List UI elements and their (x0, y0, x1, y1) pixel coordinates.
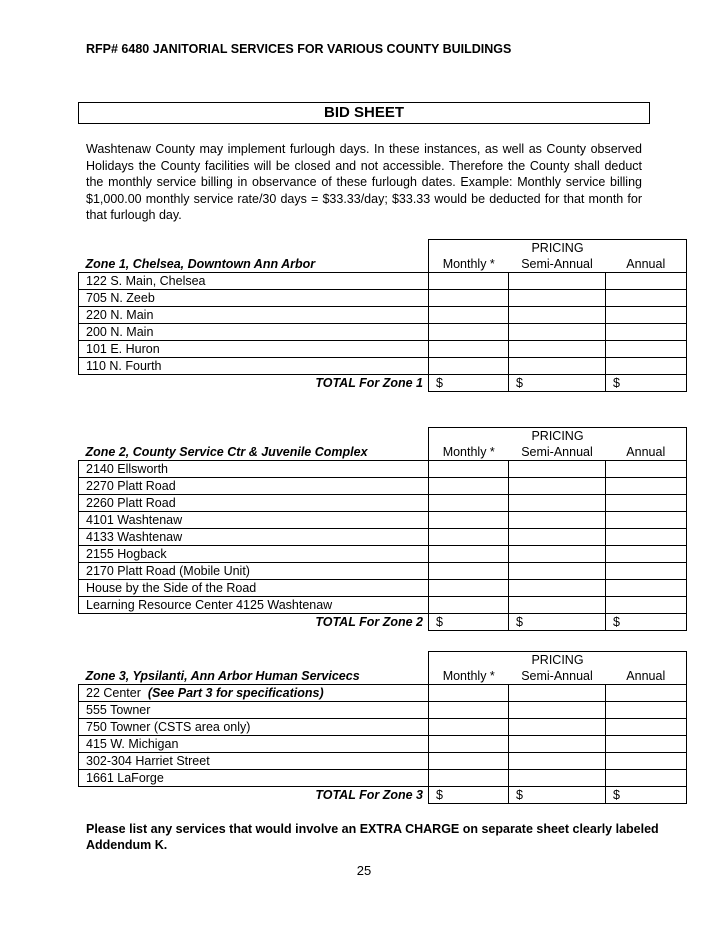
monthly-price-cell[interactable] (429, 597, 509, 614)
pricing-heading: PRICING (429, 652, 687, 669)
zone-3-total-annual[interactable]: $ (606, 787, 687, 804)
monthly-price-cell[interactable] (429, 512, 509, 529)
location-cell: 122 S. Main, Chelsea (79, 273, 429, 290)
zone-2-total-label: TOTAL For Zone 2 (315, 615, 423, 630)
annual-price-cell[interactable] (606, 461, 687, 478)
pricing-heading: PRICING (429, 428, 687, 445)
semi-annual-price-cell[interactable] (509, 341, 606, 358)
annual-price-cell[interactable] (606, 512, 687, 529)
monthly-price-cell[interactable] (429, 546, 509, 563)
annual-price-cell[interactable] (606, 324, 687, 341)
table-row (79, 580, 687, 597)
annual-price-cell[interactable] (606, 753, 687, 770)
page-number: 25 (356, 863, 372, 878)
table-row (79, 461, 687, 478)
zone-1-rows (79, 273, 687, 375)
annual-price-cell[interactable] (606, 273, 687, 290)
location-cell: Learning Resource Center 4125 Washtenaw (79, 597, 429, 614)
table-row (79, 753, 687, 770)
zone-2-table (78, 427, 687, 631)
semi-annual-price-cell[interactable] (509, 290, 606, 307)
monthly-price-cell[interactable] (429, 580, 509, 597)
semi-annual-price-cell[interactable] (509, 307, 606, 324)
annual-price-cell[interactable] (606, 736, 687, 753)
bid-sheet-title: BID SHEET (78, 102, 650, 124)
annual-price-cell[interactable] (606, 341, 687, 358)
semi-annual-price-cell[interactable] (509, 719, 606, 736)
semi-annual-price-cell[interactable] (509, 685, 606, 702)
furlough-paragraph: Washtenaw County may implement furlough days. In these instances, as well as County observed Holidays the County facilities will be closed and not accessible. Therefore the County shall deduct the monthly service billing in observance of these furlough dates. Example: Monthly service billing $1,000.00 monthly service rate/30 days = $33.33/day; $33.33 would be deducted for that month for that furlough day. (86, 142, 642, 222)
semi-annual-price-cell[interactable] (509, 580, 606, 597)
zone-1-total-monthly[interactable]: $ (429, 375, 509, 392)
semi-annual-price-cell[interactable] (509, 478, 606, 495)
annual-column-header: Annual (606, 668, 687, 685)
zone-3-rows (79, 702, 687, 787)
annual-price-cell[interactable] (606, 770, 687, 787)
annual-price-cell[interactable] (606, 563, 687, 580)
table-row (79, 495, 687, 512)
monthly-price-cell[interactable] (429, 685, 509, 702)
extra-charge-note: Please list any services that would involve an EXTRA CHARGE on separate sheet clearly labeled Addendum K. (86, 822, 659, 852)
monthly-price-cell[interactable] (429, 719, 509, 736)
monthly-price-cell[interactable] (429, 736, 509, 753)
table-row (79, 770, 687, 787)
semi-annual-price-cell[interactable] (509, 753, 606, 770)
location-cell: 1661 LaForge (79, 770, 429, 787)
annual-column-header: Annual (606, 256, 687, 273)
monthly-column-header: Monthly * (429, 668, 509, 685)
location-cell: 4101 Washtenaw (79, 512, 429, 529)
table-row (79, 597, 687, 614)
annual-price-cell[interactable] (606, 685, 687, 702)
location-cell: 4133 Washtenaw (79, 529, 429, 546)
table-row (79, 719, 687, 736)
semi-annual-price-cell[interactable] (509, 461, 606, 478)
zone-1-name: Zone 1, Chelsea, Downtown Ann Arbor (85, 257, 316, 271)
monthly-price-cell[interactable] (429, 461, 509, 478)
table-row (79, 273, 687, 290)
semi-annual-price-cell[interactable] (509, 563, 606, 580)
zone-2-total-monthly[interactable]: $ (429, 614, 509, 631)
annual-price-cell[interactable] (606, 719, 687, 736)
location-cell: 101 E. Huron (79, 341, 429, 358)
table-row (79, 512, 687, 529)
monthly-column-header: Monthly * (429, 256, 509, 273)
zone-3-total-monthly[interactable]: $ (429, 787, 509, 804)
document-header: RFP# 6480 JANITORIAL SERVICES FOR VARIOUS COUNTY BUILDINGS (86, 42, 512, 56)
location-name: 22 Center (86, 686, 141, 700)
semi-annual-price-cell[interactable] (509, 597, 606, 614)
monthly-price-cell[interactable] (429, 358, 509, 375)
monthly-price-cell[interactable] (429, 529, 509, 546)
annual-price-cell[interactable] (606, 358, 687, 375)
zone-1-total-label: TOTAL For Zone 1 (315, 376, 423, 391)
location-cell: 2260 Platt Road (79, 495, 429, 512)
semi-annual-price-cell[interactable] (509, 324, 606, 341)
table-row (79, 529, 687, 546)
monthly-price-cell[interactable] (429, 341, 509, 358)
semi-annual-price-cell[interactable] (509, 702, 606, 719)
monthly-price-cell[interactable] (429, 753, 509, 770)
annual-price-cell[interactable] (606, 580, 687, 597)
table-row (79, 307, 687, 324)
table-row (79, 685, 687, 702)
zone-2-total-annual[interactable]: $ (606, 614, 687, 631)
table-row (79, 341, 687, 358)
specification-note: (See Part 3 for specifications) (147, 686, 324, 700)
annual-price-cell[interactable] (606, 529, 687, 546)
location-cell: 2140 Ellsworth (79, 461, 429, 478)
semi-annual-price-cell[interactable] (509, 495, 606, 512)
annual-price-cell[interactable] (606, 546, 687, 563)
semi-annual-price-cell[interactable] (509, 358, 606, 375)
location-cell: 705 N. Zeeb (79, 290, 429, 307)
location-cell: 555 Towner (79, 702, 429, 719)
table-row (79, 563, 687, 580)
location-cell: 200 N. Main (79, 324, 429, 341)
semi-annual-price-cell[interactable] (509, 546, 606, 563)
location-cell: 2270 Platt Road (79, 478, 429, 495)
monthly-price-cell[interactable] (429, 478, 509, 495)
monthly-price-cell[interactable] (429, 495, 509, 512)
monthly-price-cell[interactable] (429, 273, 509, 290)
semi-annual-column-header: Semi-Annual (509, 256, 606, 273)
semi-annual-price-cell[interactable] (509, 770, 606, 787)
location-cell: 750 Towner (CSTS area only) (79, 719, 429, 736)
table-row (79, 358, 687, 375)
monthly-column-header: Monthly * (429, 444, 509, 461)
annual-price-cell[interactable] (606, 597, 687, 614)
semi-annual-column-header: Semi-Annual (509, 444, 606, 461)
table-row (79, 702, 687, 719)
zone-3-total-semi-annual[interactable]: $ (509, 787, 606, 804)
zone-3-name: Zone 3, Ypsilanti, Ann Arbor Human Servicecs (85, 669, 360, 683)
zone-1-total-semi-annual[interactable]: $ (509, 375, 606, 392)
semi-annual-price-cell[interactable] (509, 273, 606, 290)
zone-2-name: Zone 2, County Service Ctr & Juvenile Complex (85, 445, 368, 459)
zone-3-table (78, 651, 687, 804)
zone-1-table (78, 239, 687, 392)
table-row (79, 290, 687, 307)
monthly-price-cell[interactable] (429, 290, 509, 307)
annual-price-cell[interactable] (606, 478, 687, 495)
table-row (79, 736, 687, 753)
annual-price-cell[interactable] (606, 290, 687, 307)
semi-annual-price-cell[interactable] (509, 512, 606, 529)
location-cell: 2170 Platt Road (Mobile Unit) (79, 563, 429, 580)
location-cell: 2155 Hogback (79, 546, 429, 563)
table-row (79, 546, 687, 563)
table-row (79, 478, 687, 495)
monthly-price-cell[interactable] (429, 307, 509, 324)
location-cell: 110 N. Fourth (79, 358, 429, 375)
location-cell: 415 W. Michigan (79, 736, 429, 753)
semi-annual-column-header: Semi-Annual (509, 668, 606, 685)
annual-price-cell[interactable] (606, 495, 687, 512)
location-cell: 220 N. Main (79, 307, 429, 324)
monthly-price-cell[interactable] (429, 702, 509, 719)
monthly-price-cell[interactable] (429, 770, 509, 787)
zone-2-total-semi-annual[interactable]: $ (509, 614, 606, 631)
annual-price-cell[interactable] (606, 307, 687, 324)
monthly-price-cell[interactable] (429, 563, 509, 580)
location-cell (79, 685, 429, 702)
semi-annual-price-cell[interactable] (509, 529, 606, 546)
annual-price-cell[interactable] (606, 702, 687, 719)
zone-1-total-annual[interactable]: $ (606, 375, 687, 392)
pricing-heading: PRICING (429, 240, 687, 257)
location-cell: House by the Side of the Road (79, 580, 429, 597)
table-row (79, 324, 687, 341)
semi-annual-price-cell[interactable] (509, 736, 606, 753)
zone-2-rows (79, 461, 687, 614)
zone-3-total-label: TOTAL For Zone 3 (315, 788, 423, 803)
location-cell: 302-304 Harriet Street (79, 753, 429, 770)
monthly-price-cell[interactable] (429, 324, 509, 341)
annual-column-header: Annual (606, 444, 687, 461)
